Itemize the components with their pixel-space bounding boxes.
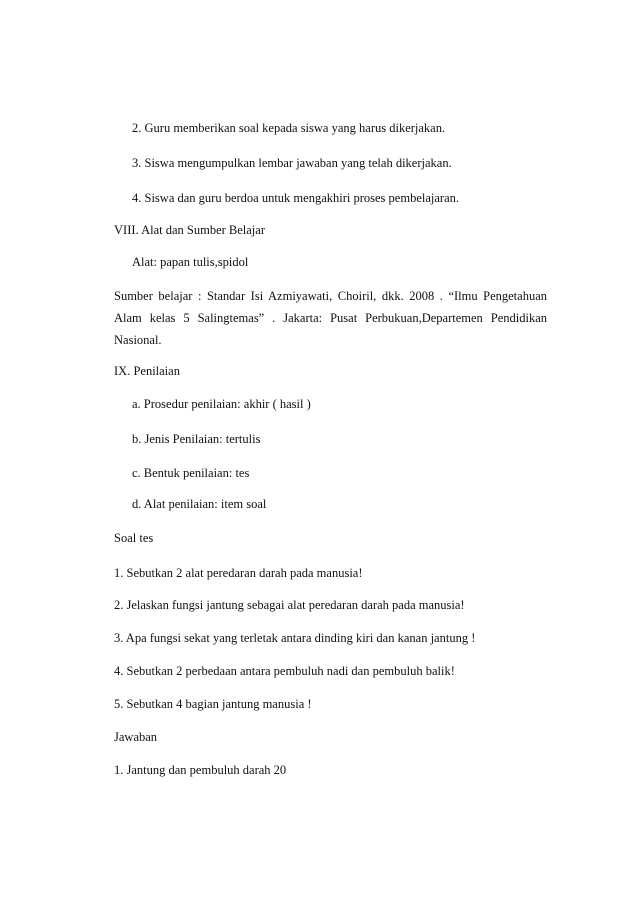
question-5: 5. Sebutkan 4 bagian jantung manusia !	[114, 697, 312, 711]
answer-1: 1. Jantung dan pembuluh darah 20	[114, 763, 287, 777]
sumber-belajar-paragraph	[114, 285, 547, 351]
question-4: 4. Sebutkan 2 perbedaan antara pembuluh nadi dan pembuluh balik!	[114, 664, 455, 678]
alat-line: Alat: papan tulis,spidol	[132, 255, 249, 269]
bentuk-penilaian: c. Bentuk penilaian: tes	[132, 466, 250, 480]
step-2: 2. Guru memberikan soal kepada siswa yang harus dikerjakan.	[132, 121, 446, 135]
jawaban-heading: Jawaban	[114, 730, 158, 744]
jenis-penilaian: b. Jenis Penilaian: tertulis	[132, 432, 261, 446]
section-heading-penilaian: IX. Penilaian	[114, 364, 180, 378]
step-3: 3. Siswa mengumpulkan lembar jawaban yang telah dikerjakan.	[132, 156, 452, 170]
soal-tes-heading: Soal tes	[114, 531, 154, 545]
section-heading-alat-sumber: VIII. Alat dan Sumber Belajar	[114, 223, 265, 237]
alat-penilaian: d. Alat penilaian: item soal	[132, 497, 267, 511]
step-4: 4. Siswa dan guru berdoa untuk mengakhiri proses pembelajaran.	[132, 191, 459, 205]
prosedur-penilaian: a. Prosedur penilaian: akhir ( hasil )	[132, 397, 311, 411]
question-2: 2. Jelaskan fungsi jantung sebagai alat peredaran darah pada manusia!	[114, 598, 465, 612]
sumber-belajar-text: Sumber belajar : Standar Isi Azmiyawati, Choiril, dkk. 2008 . “Ilmu Pengetahuan Alam kelas 5 Salingtemas” . Jakarta: Pusat Perbukuan,Departemen Pendidikan Nasional.	[114, 289, 547, 347]
question-3: 3. Apa fungsi sekat yang terletak antara dinding kiri dan kanan jantung !	[114, 631, 476, 645]
question-1: 1. Sebutkan 2 alat peredaran darah pada manusia!	[114, 566, 363, 580]
